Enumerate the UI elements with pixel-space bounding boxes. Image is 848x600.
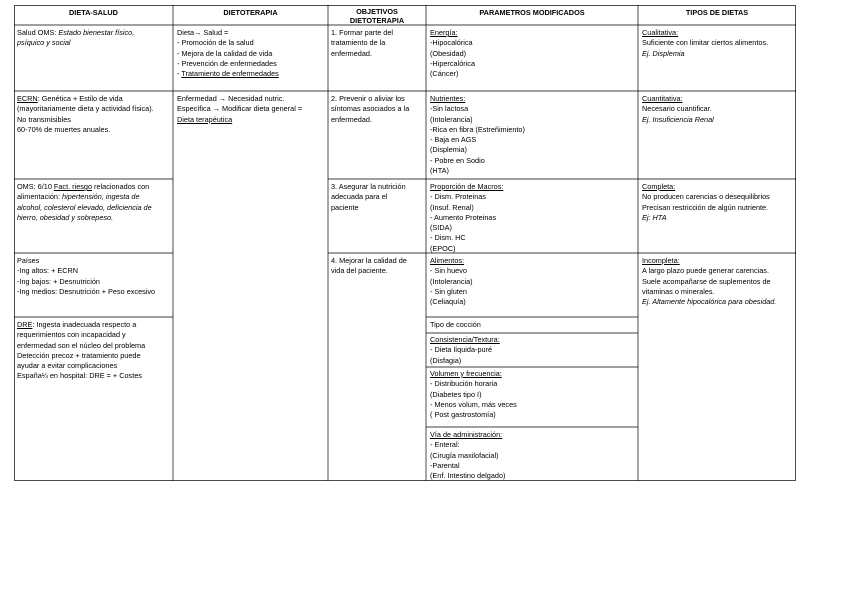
energia-line4: (Cáncer) — [430, 69, 459, 79]
dieta-salud-item-4: Tratamiento de enfermedades — [181, 69, 279, 79]
cell-energia — [430, 28, 475, 79]
objetivo-2-line2: síntomas asociados a la — [331, 104, 410, 114]
salud-oms-label: Salud OMS: — [17, 28, 59, 37]
nutrientes-line6: - Pobre en Sodio — [430, 155, 485, 165]
cell-dre — [17, 320, 145, 382]
nutrientes-line4: - Baja en AGS — [430, 135, 477, 145]
incompleta-example: Ej. Altamente hipocalórica para obesidad. — [642, 297, 777, 307]
via-line3: -Parental — [430, 460, 460, 470]
alimentos-line2: (Intolerancia) — [430, 276, 473, 286]
nutrientes-line5: (Displemia) — [430, 145, 467, 155]
cell-salud-oms — [17, 28, 134, 49]
macros-line3: - Aumento Proteinas — [430, 212, 497, 222]
cell-incompleta — [642, 256, 776, 307]
alimentos-line1: - Sin huevo — [430, 266, 467, 276]
objetivo-4-line1: 4. Mejorar la calidad de — [331, 256, 407, 265]
volumen-line4: ( Post gastrostomía) — [430, 410, 496, 420]
energia-line3: -Hipercalórica — [430, 58, 476, 68]
objetivo-1-line2: tratamiento de la — [331, 38, 386, 48]
cell-alimentos — [430, 256, 473, 307]
header-objetivos-line2: DIETOTERAPIA — [349, 16, 405, 25]
ecrn-definition: : Genética + Estilo de vida — [37, 94, 123, 103]
via-title: Vía de administración: — [430, 430, 503, 439]
completa-title: Completa: — [642, 182, 676, 191]
objetivo-2-line1: 2. Prevenir o aliviar los — [331, 94, 405, 103]
ecrn-term: ECRN — [17, 94, 38, 103]
header-dieta-salud: DIETA-SALUD — [69, 8, 118, 17]
cell-nutrientes — [430, 94, 525, 176]
cualitativa-title: Cualitativa: — [642, 28, 679, 37]
cell-volumen — [430, 369, 517, 420]
oms-factores-term: Fact. riesgo — [53, 182, 93, 191]
objetivo-4-line2: vida del paciente. — [331, 266, 388, 276]
ecrn-line2: (mayoritariamente dieta y actividad física). — [17, 104, 154, 114]
dre-term: DRE — [17, 320, 33, 329]
dieta-terapeutica-line1: Enfermedad → Necesidad nutric. — [177, 94, 285, 103]
header-objetivos — [328, 7, 426, 25]
cualitativa-example: Ej. Displemia — [642, 48, 685, 58]
salud-oms-definition: Estado bienestar físico, — [58, 28, 135, 37]
objetivo-1-line3: enfermedad. — [331, 48, 372, 58]
header-tipos-dietas: TIPOS DE DIETAS — [685, 8, 749, 17]
macros-line6: (EPOC) — [430, 243, 456, 253]
summary-table — [14, 5, 796, 481]
dre-line6: España¼ en hospital: DRE = + Costes — [17, 371, 142, 381]
cell-via-administracion — [430, 430, 505, 481]
via-line2: (Cirugía maxilofacial) — [430, 450, 499, 460]
incompleta-line3: vitaminas o minerales. — [642, 286, 715, 296]
cell-dieta-terapeutica — [177, 94, 302, 125]
objetivo-3-line2: adecuada para el — [331, 192, 388, 202]
header-dietoterapia: DIETOTERAPIA — [223, 8, 278, 17]
dieta-salud-item-2: - Mejora de la calidad de vida — [177, 48, 273, 58]
objetivo-3-line1: 3. Asegurar la nutrición — [331, 182, 406, 191]
cell-completa — [642, 182, 770, 223]
nutrientes-title: Nutrientes: — [430, 94, 466, 103]
oms-factores-line3: alcohol, colesterol elevado, deficiencia de — [17, 202, 152, 212]
cell-oms-factores — [17, 182, 152, 223]
consistencia-title: Consistencia/Textura: — [430, 335, 500, 344]
dre-line2: requerimientos con incapacidad y — [17, 330, 126, 340]
alimentos-line4: (Celiaquía) — [430, 297, 466, 307]
incompleta-line1: A largo plazo puede generar carencias. — [642, 266, 769, 276]
oms-alimentacion-list: hipertensión, ingesta de — [62, 192, 140, 202]
cell-macros — [430, 182, 503, 254]
oms-factores-c: relacionados con — [92, 182, 150, 191]
dieta-terapeutica-term: Dieta terapéutica — [177, 114, 233, 124]
consistencia-line1: - Dieta líquida-puré — [430, 345, 493, 355]
cuantitativa-line1: Necesario cuantificar. — [642, 104, 712, 114]
objetivo-3-line3: paciente — [331, 202, 359, 212]
paises-ing-altos: -Ing altos: + ECRN — [17, 266, 79, 276]
nutrientes-line3: -Rica en fibra (Estreñimiento) — [430, 124, 525, 134]
ecrn-line4: 60-70% de muertes anuales. — [17, 124, 111, 134]
consistencia-line2: (Disfagia) — [430, 355, 462, 365]
header-parametros: PARAMETROS MODIFICADOS — [479, 8, 585, 17]
completa-line1: No producen carencias o desequilibrios — [642, 192, 770, 202]
volumen-title: Volumen y frecuencia: — [430, 369, 502, 378]
macros-line1: - Dism. Proteinas — [430, 192, 486, 202]
cuantitativa-example: Ej. Insuficiencia Renal — [642, 114, 714, 124]
energia-title: Energía: — [430, 28, 458, 37]
dre-line5: ayudar a evitar complicaciones — [17, 361, 118, 371]
volumen-line1: - Distribución horaria — [430, 379, 498, 389]
via-line4: (Enf. Intestino delgado) — [430, 471, 506, 481]
cell-objetivo-2 — [331, 94, 409, 125]
coccion-title: Tipo de cocción — [430, 320, 481, 329]
cell-coccion — [430, 320, 481, 330]
macros-line2: (Insuf. Renal) — [430, 202, 474, 212]
volumen-line3: - Menos volum, más veces — [430, 399, 517, 409]
volumen-line2: (Diabetes tipo I) — [430, 389, 482, 399]
cell-paises — [17, 256, 155, 297]
dieta-salud-title: Dieta→ Salud = — [177, 28, 229, 37]
macros-line5: - Dism. HC — [430, 233, 466, 243]
nutrientes-line2: (Intolerancia) — [430, 114, 473, 124]
macros-line4: (SIDA) — [430, 223, 452, 233]
salud-oms-definition-cont: psíquico y social — [17, 38, 71, 48]
alimentos-title: Alimentos: — [430, 256, 465, 265]
alimentos-line3: - Sin gluten — [430, 286, 467, 296]
cell-objetivo-3 — [331, 182, 406, 213]
paises-ing-bajos: -Ing bajos: + Desnutrición — [17, 276, 100, 286]
via-line1: - Enteral: — [430, 440, 460, 450]
energia-line1: -Hipocalórica — [430, 38, 473, 48]
dre-line4: Detección precoz + tratamiento puede — [17, 350, 141, 360]
paises-title: Países — [17, 256, 40, 265]
incompleta-title: Incompleta: — [642, 256, 680, 265]
cell-ecrn — [17, 94, 154, 135]
header-objetivos-line1: OBJETIVOS — [356, 7, 398, 16]
oms-alimentacion-label: alimentación: — [17, 192, 63, 202]
nutrientes-line7: (HTA) — [430, 166, 449, 176]
dieta-salud-item-4-dash: - — [177, 69, 182, 79]
cell-dieta-salud-goals — [177, 28, 279, 79]
dieta-terapeutica-line2: Específica → Modificar dieta general = — [177, 104, 303, 114]
ecrn-line3: No transmisibles — [17, 114, 71, 124]
dieta-salud-item-1: - Promoción de la salud — [177, 38, 254, 48]
completa-line2: Precisan restricción de algún nutriente. — [642, 202, 769, 212]
macros-title: Proporción de Macros: — [430, 182, 504, 191]
table-grid — [14, 5, 796, 481]
oms-factores-line4: hierro, obesidad y sobrepeso. — [17, 212, 114, 222]
cell-objetivo-1 — [331, 28, 393, 59]
paises-ing-medios: -Ing medios: Desnutrición + Peso excesivo — [17, 286, 156, 296]
dre-line3: enfermedad son el núcleo del problema — [17, 340, 146, 350]
cell-objetivo-4 — [331, 256, 407, 277]
dieta-salud-item-3: - Prevención de enfermedades — [177, 58, 277, 68]
cell-cualitativa — [642, 28, 768, 59]
dre-definition: : Ingesta inadecuada respecto a — [32, 320, 137, 329]
cell-consistencia — [430, 335, 500, 366]
cualitativa-line1: Suficiente con limitar ciertos alimentos. — [642, 38, 769, 48]
cell-cuantitativa — [642, 94, 714, 125]
cuantitativa-title: Cuantitativa: — [642, 94, 683, 103]
nutrientes-line1: -Sin lactosa — [430, 104, 469, 114]
objetivo-1-line1: 1. Formar parte del — [331, 28, 394, 37]
oms-factores-a: OMS: 6/10 — [17, 182, 54, 191]
objetivo-2-line3: enfermedad. — [331, 114, 372, 124]
completa-example: Ej: HTA — [642, 212, 667, 222]
energia-line2: (Obesidad) — [430, 48, 467, 58]
incompleta-line2: Suele acompañarse de suplementos de — [642, 276, 771, 286]
